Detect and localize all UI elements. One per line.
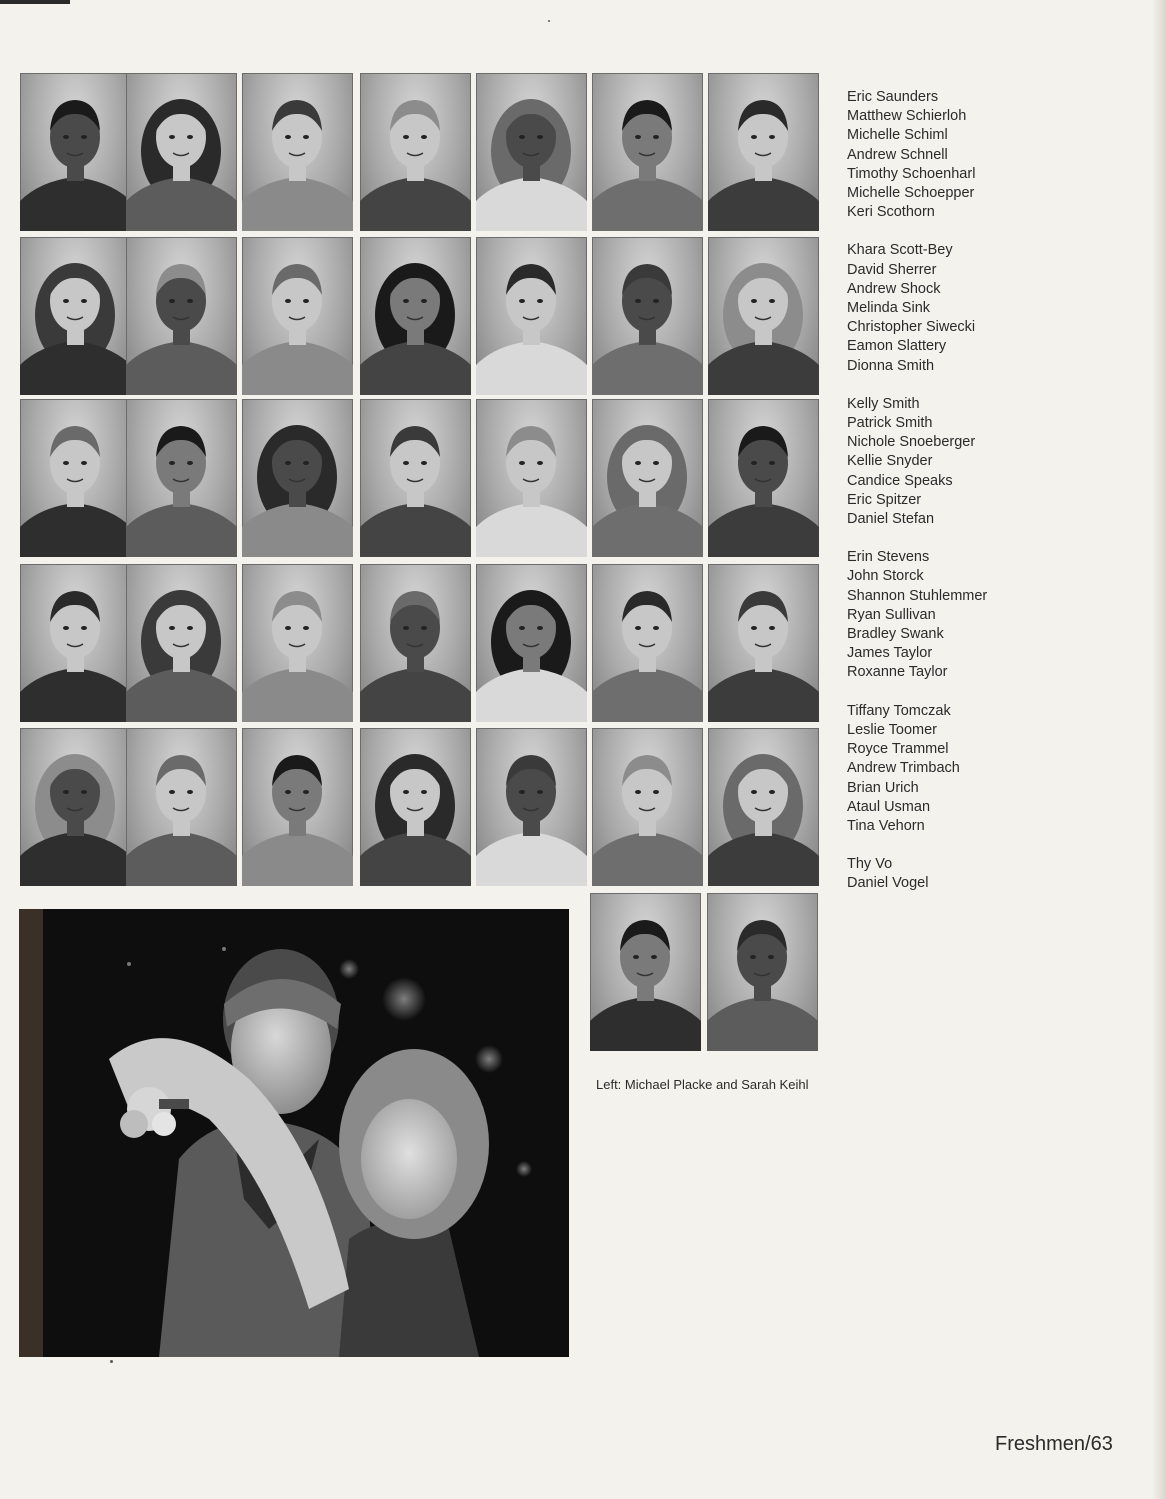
student-name: Kellie Snyder	[847, 453, 933, 470]
student-name: Eric Spitzer	[847, 491, 922, 508]
student-portrait[interactable]	[707, 893, 818, 1051]
student-name: Brian Urich	[847, 779, 919, 796]
student-portrait[interactable]	[476, 237, 587, 395]
student-name: Candice Speaks	[847, 472, 953, 489]
student-name: Nichole Snoeberger	[847, 434, 976, 451]
student-name: Tina Vehorn	[847, 817, 925, 834]
student-portrait[interactable]	[708, 399, 819, 557]
student-name: Leslie Toomer	[847, 721, 938, 738]
student-portrait[interactable]	[20, 399, 131, 557]
student-portrait[interactable]	[126, 237, 237, 395]
student-name: Thy Vo	[847, 856, 893, 873]
name-group	[847, 395, 1087, 529]
student-name: James Taylor	[847, 645, 933, 662]
student-name: Tiffany Tomczak	[847, 702, 951, 719]
student-name: Andrew Schnell	[847, 146, 948, 163]
photo-caption: Left: Michael Placke and Sarah Keihl	[596, 1077, 809, 1092]
student-name: Timothy Schoenharl	[847, 165, 976, 182]
student-portrait[interactable]	[592, 728, 703, 886]
student-name: John Storck	[847, 568, 924, 585]
student-name: Daniel Vogel	[847, 875, 929, 892]
student-name: David Sherrer	[847, 261, 937, 278]
name-group	[847, 548, 1087, 682]
student-name: Roxanne Taylor	[847, 664, 948, 681]
student-portrait[interactable]	[590, 893, 701, 1051]
name-group	[847, 855, 1087, 893]
student-portrait[interactable]	[592, 237, 703, 395]
student-name: Eamon Slattery	[847, 338, 947, 355]
page-corner-mark	[0, 0, 70, 4]
name-group	[847, 88, 1087, 222]
student-portrait[interactable]	[126, 564, 237, 722]
student-portrait[interactable]	[360, 237, 471, 395]
student-portrait[interactable]	[20, 728, 131, 886]
student-name: Andrew Trimbach	[847, 760, 960, 777]
student-name: Patrick Smith	[847, 415, 933, 432]
student-portrait[interactable]	[476, 399, 587, 557]
student-portrait[interactable]	[592, 564, 703, 722]
student-name: Bradley Swank	[847, 626, 944, 643]
student-portrait[interactable]	[592, 399, 703, 557]
student-portrait[interactable]	[708, 728, 819, 886]
student-portrait[interactable]	[242, 564, 353, 722]
student-portrait[interactable]	[126, 399, 237, 557]
student-name: Michelle Schoepper	[847, 185, 975, 202]
student-name: Andrew Shock	[847, 280, 941, 297]
student-portrait[interactable]	[126, 728, 237, 886]
student-portrait[interactable]	[20, 237, 131, 395]
student-name: Royce Trammel	[847, 741, 949, 758]
student-portrait[interactable]	[360, 728, 471, 886]
student-name: Christopher Siwecki	[847, 319, 976, 336]
student-portrait[interactable]	[476, 564, 587, 722]
student-portrait[interactable]	[242, 399, 353, 557]
student-name: Ryan Sullivan	[847, 606, 936, 623]
student-portrait[interactable]	[242, 728, 353, 886]
portrait-extra-row	[590, 893, 816, 1055]
student-name: Michelle Schiml	[847, 127, 948, 144]
student-portrait[interactable]	[242, 237, 353, 395]
student-name: Eric Saunders	[847, 89, 939, 105]
student-portrait[interactable]	[360, 564, 471, 722]
name-group	[847, 702, 1087, 836]
name-group	[847, 241, 1087, 375]
student-portrait[interactable]	[20, 73, 131, 231]
student-name: Dionna Smith	[847, 357, 935, 374]
page-folio: Freshmen/63	[995, 1433, 1113, 1455]
page-edge-shadow	[1152, 0, 1166, 1499]
student-portrait[interactable]	[708, 564, 819, 722]
student-name: Ataul Usman	[847, 798, 931, 815]
student-portrait[interactable]	[126, 73, 237, 231]
student-name: Daniel Stefan	[847, 511, 935, 528]
student-portrait[interactable]	[708, 237, 819, 395]
student-name: Erin Stevens	[847, 549, 930, 566]
student-name: Matthew Schierloh	[847, 108, 967, 125]
portrait-grid	[20, 73, 820, 885]
student-portrait[interactable]	[20, 564, 131, 722]
candid-dance-photo[interactable]	[19, 909, 569, 1357]
student-name: Shannon Stuhlemmer	[847, 587, 988, 604]
student-name: Khara Scott-Bey	[847, 242, 953, 259]
print-speck	[548, 20, 550, 22]
student-portrait[interactable]	[592, 73, 703, 231]
student-name-list	[847, 88, 1087, 913]
student-name: Keri Scothorn	[847, 204, 935, 221]
student-portrait[interactable]	[476, 73, 587, 231]
student-portrait[interactable]	[242, 73, 353, 231]
student-portrait[interactable]	[708, 73, 819, 231]
student-name: Melinda Sink	[847, 300, 931, 317]
student-portrait[interactable]	[360, 73, 471, 231]
print-speck	[110, 1360, 113, 1363]
student-name: Kelly Smith	[847, 395, 920, 412]
student-portrait[interactable]	[476, 728, 587, 886]
student-portrait[interactable]	[360, 399, 471, 557]
